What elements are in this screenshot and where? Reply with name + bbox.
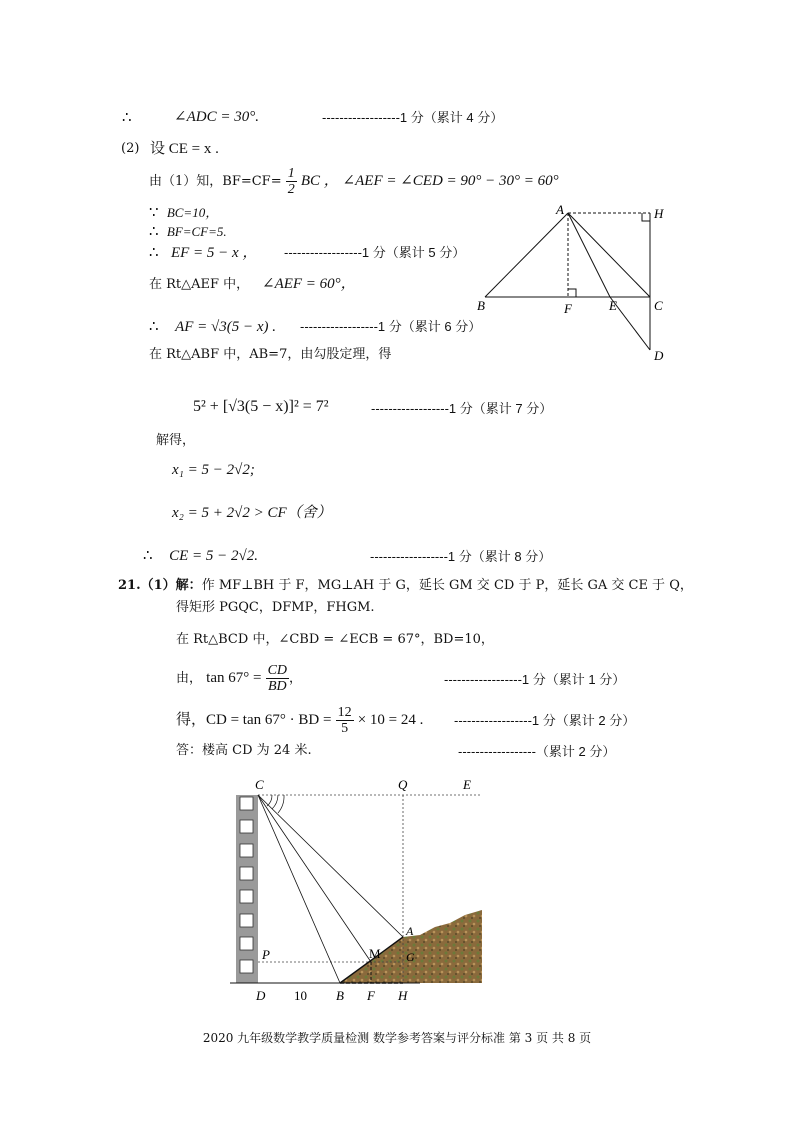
label-b: B (477, 298, 485, 313)
score-marker-21-total: ------------------（累计 2 分） (458, 744, 616, 759)
triangle-diagram (470, 200, 680, 370)
label-e: E (609, 298, 617, 313)
fraction-half: $\frac{1}{2}$ (287, 166, 295, 197)
q21-answer: 答：楼高 CD 为 24 米. (176, 743, 312, 758)
therefore-ef: ∴ EF = 5 − x ， (149, 243, 258, 261)
label-h: H (654, 206, 664, 221)
therefore-bf-cf: ∴ BF=CF=5. (149, 222, 227, 240)
page-footer: 2020 九年级数学教学质量检测 数学参考答案与评分标准 第 3 页 共 8 页 (202, 1031, 592, 1045)
therefore-line-adc: ∴ (122, 108, 132, 126)
score-marker-5: ------------------1 分（累计 5 分） (284, 245, 466, 260)
because-bc: ∵ BC=10， (149, 203, 219, 221)
label-b2: B (336, 988, 344, 1003)
set-ce-x: 设 CE = x . (150, 141, 219, 157)
label-d2: D (256, 988, 266, 1003)
score-marker-4: ------------------1 分（累计 4 分） (322, 110, 504, 125)
q21-tan-line: 由， tan 67° = $\frac{CD}{BD}$ ， (176, 663, 303, 694)
part-2-label: (2) (121, 141, 140, 156)
label-distance-10: 10 (294, 988, 307, 1003)
label-h2: H (398, 988, 408, 1003)
score-marker-21-1: ------------------1 分（累计 1 分） (444, 672, 626, 687)
label-c: C (654, 298, 663, 313)
q21-line1: 21.（1）解：作 MF⊥BH 于 F，MG⊥AH 于 G，延长 GM 交 CD 于 P，延长 GA 交 CE 于 Q， (118, 578, 693, 593)
fraction-12-5: $\frac{12}{5}$ (337, 705, 352, 736)
label-c2: C (255, 777, 264, 792)
building-slope-diagram (220, 775, 510, 1010)
fraction-cd-bd: $\frac{CD}{BD}$ (267, 663, 288, 694)
label-a2: A (406, 924, 414, 938)
therefore-ce: ∴ CE = 5 − 2√2. (143, 546, 258, 564)
label-a: A (556, 202, 564, 217)
label-q: Q (398, 777, 408, 792)
q21-in-rt-bcd: 在 Rt△BCD 中，∠CBD = ∠ECB = 67°，BD=10， (176, 632, 494, 647)
solution-x2: x₂ = 5 + 2√2 > CF（舍） (172, 505, 332, 521)
q21-cd-result: 得，CD = tan 67° · BD = $\frac{12}{5}$ × 10 = 24 . (176, 705, 424, 736)
in-rt-abf: 在 Rt△ABF 中，AB=7，由勾股定理，得 (149, 347, 392, 362)
label-g: G (406, 950, 415, 964)
solved-label: 解得， (156, 433, 196, 448)
label-m: M (369, 946, 381, 961)
label-e2: E (463, 777, 471, 792)
pythagoras-equation: 5² + [√3(5 − x)]² = 7² (193, 398, 329, 415)
label-d: D (654, 348, 664, 363)
angle-aef-60: ∠AEF = 60°， (262, 276, 356, 292)
label-f2: F (367, 988, 375, 1003)
angle-adc-result: ∠ADC = 30°. (174, 109, 259, 125)
score-marker-8: ------------------1 分（累计 8 分） (370, 549, 552, 564)
label-f: F (564, 301, 572, 316)
q21-rectangles: 得矩形 PGQC，DFMP，FHGM. (176, 600, 375, 615)
label-p: P (262, 947, 270, 962)
solution-x1: x₁ = 5 − 2√2; (172, 462, 255, 478)
score-marker-7: ------------------1 分（累计 7 分） (371, 401, 553, 416)
in-rt-aef: 在 Rt△AEF 中， (149, 277, 250, 292)
from-part1-line: 由（1）知，BF=CF= $\frac{1}{2}$ BC ， ∠AEF = ∠CED = 90° − 30° = 60° (149, 166, 559, 197)
therefore-af: ∴ AF = √3(5 − x) . (149, 317, 277, 335)
score-marker-6: ------------------1 分（累计 6 分） (300, 319, 482, 334)
score-marker-21-2: ------------------1 分（累计 2 分） (454, 713, 636, 728)
